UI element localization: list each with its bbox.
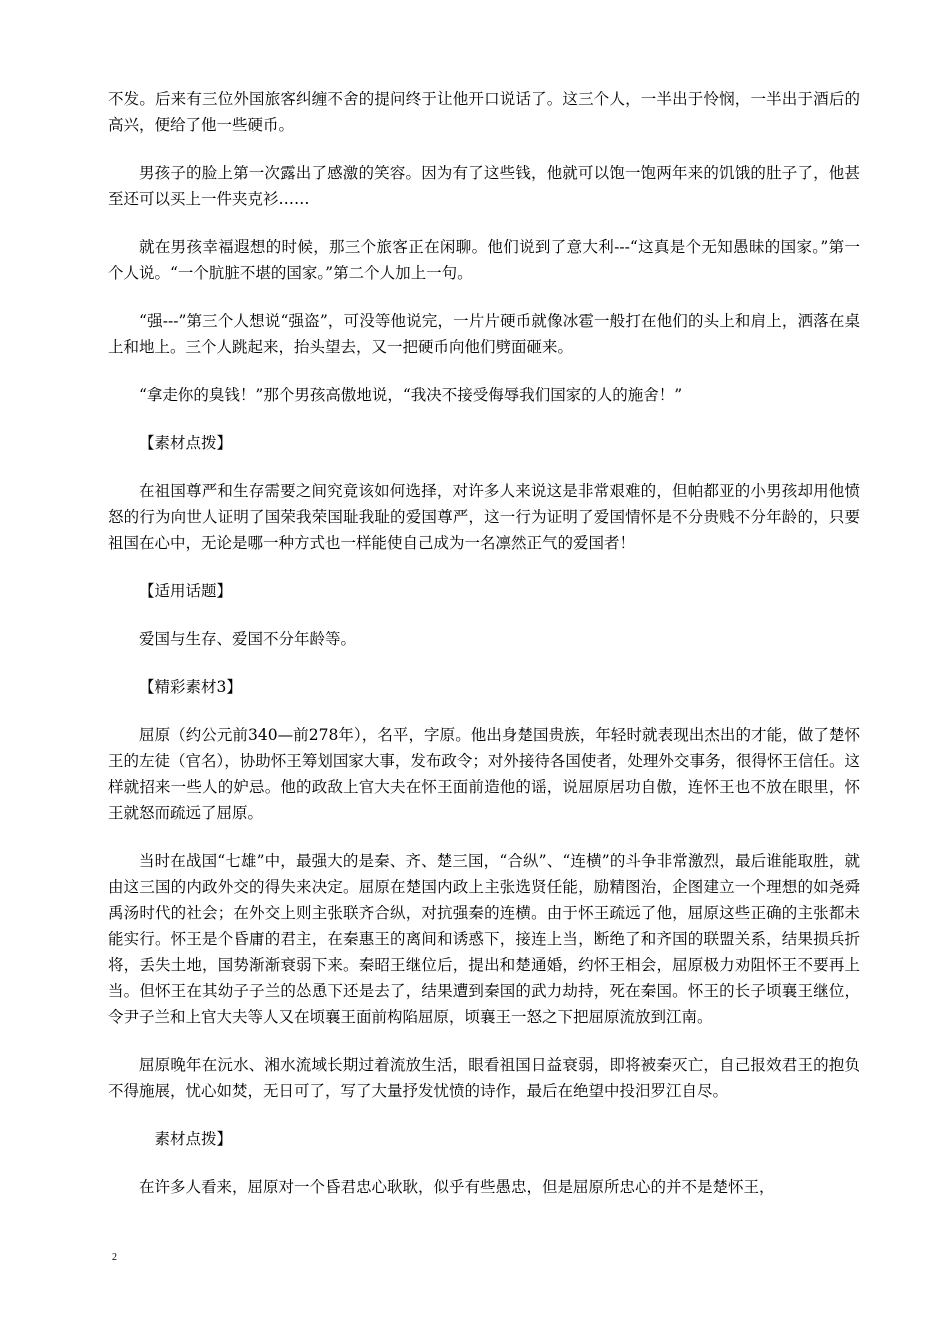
heading-material-3: 【精彩素材3】 bbox=[139, 678, 242, 696]
paragraph-coins-thrown: “强---”第三个人想说“强盗”，可没等他说完，一片片硬币就像冰雹一般打在他们的头上和肩上，洒落在桌上和地上。三个人跳起来，抬头望去，又一把硬币向他们劈面砸来。 bbox=[108, 312, 860, 356]
paragraph-tips-2-content: 在许多人看来，屈原对一个昏君忠心耿耿，似乎有些愚忠，但是屈原所忠心的并不是楚怀王， bbox=[139, 1178, 775, 1196]
paragraph-boy-smile: 男孩子的脸上第一次露出了感激的笑容。因为有了这些钱，他就可以饱一饱两年来的饥饿的肚子了，他甚至还可以买上一件夹克衫…… bbox=[108, 164, 860, 208]
paragraph-warring-states: 当时在战国“七雄”中，最强大的是秦、齐、楚三国，“合纵”、“连横”的斗争非常激烈，最后谁能取胜，就由这三国的内政外交的得失来决定。屈原在楚国内政上主张选贤任能，励精图治，企图建立一个理想的如尧舜禹汤时代的社会；在外交上则主张联齐合纵，对抗强秦的连横。由于怀王疏远了他，屈原这些正确的主张都未能实行。怀王是个昏庸的君主，在秦惠王的离间和诱惑下，接连上当，断绝了和齐国的联盟关系，结果损兵折将，丢失土地，国势渐渐衰弱下来。秦昭王继位后，提出和楚通婚，约怀王相会，屈原极力劝阻怀王不要再上当。但怀王在其幼子子兰的怂恿下还是去了，结果遭到秦国的武力劫持，死在秦国。怀王的长子顷襄王继位，令尹子兰和上官大夫等人又在顷襄王面前构陷屈原，顷襄王一怒之下把屈原流放到江南。 bbox=[108, 852, 860, 1026]
heading-material-tips-2: 素材点拨】 bbox=[154, 1130, 233, 1148]
document-page bbox=[108, 86, 860, 1222]
heading-material-tips: 【素材点拨】 bbox=[139, 434, 233, 452]
paragraph-topics-content: 爱国与生存、爱国不分年龄等。 bbox=[139, 630, 357, 648]
page-number: 2 bbox=[112, 1252, 117, 1263]
paragraph-quyuan-intro: 屈原（约公元前340—前278年），名平，字原。他出身楚国贵族，年轻时就表现出杰出的才能，做了楚怀王的左徒（官名），协助怀王筹划国家大事，发布政令；对外接待各国使者，处理外交事务，很得怀王信任。这样就招来一些人的妒忌。他的政敌上官大夫在怀王面前造他的谣，说屈原居功自傲，连怀王也不放在眼里，怀王就怒而疏远了屈原。 bbox=[108, 726, 860, 822]
paragraph-boy-quote: “拿走你的臭钱！”那个男孩高傲地说，“我决不接受侮辱我们国家的人的施舍！” bbox=[139, 386, 683, 404]
paragraph-travelers-chat: 就在男孩幸福遐想的时候，那三个旅客正在闲聊。他们说到了意大利---“这真是个无知愚昧的国家。”第一个人说。“一个肮脏不堪的国家。”第二个人加上一句。 bbox=[108, 238, 860, 282]
paragraph-coins-given: 不发。后来有三位外国旅客纠缠不舍的提问终于让他开口说话了。这三个人，一半出于怜悯，一半出于酒后的高兴，便给了他一些硬币。 bbox=[108, 90, 860, 134]
paragraph-tips-content: 在祖国尊严和生存需要之间究竟该如何选择，对许多人来说这是非常艰难的，但帕都亚的小男孩却用他愤怒的行为向世人证明了国荣我荣国耻我耻的爱国尊严，这一行为证明了爱国情怀是不分贵贱不分年龄的，只要祖国在心中，无论是哪一种方式也一样能使自己成为一名凛然正气的爱国者！ bbox=[108, 482, 860, 552]
paragraph-quyuan-exile: 屈原晚年在沅水、湘水流域长期过着流放生活，眼看祖国日益衰弱，即将被秦灭亡，自己报效君王的抱负不得施展，忧心如焚，无日可了，写了大量抒发忧愤的诗作，最后在绝望中投汨罗江自尽。 bbox=[108, 1056, 860, 1100]
heading-applicable-topics: 【适用话题】 bbox=[139, 582, 233, 600]
